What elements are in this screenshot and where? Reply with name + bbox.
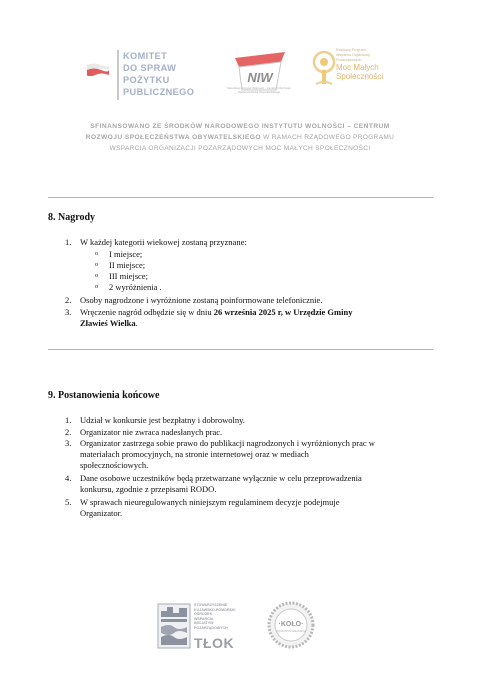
list-item-text: Udział w konkursie jest bezpłatny i dobrowolny. [80, 415, 245, 425]
komitet-divider [117, 50, 119, 100]
komitet-wordmark [123, 50, 213, 98]
tlok-logo [157, 603, 237, 651]
komitet-logo [84, 50, 204, 100]
list-number: 4. [65, 473, 72, 483]
award-date: 26 września 2025 r, w Urzędzie Gminy [213, 307, 353, 317]
funding-line-regular: W RAMACH RZĄDOWEGO PROGRAMU [263, 134, 395, 141]
award-text: Wręczenie nagród odbędzie się w dniu [80, 307, 214, 317]
list-item-text [80, 307, 352, 318]
tlok-line: OŚRODEK [194, 612, 213, 617]
section-divider [48, 349, 433, 350]
komitet-word: DO SPRAW [123, 63, 177, 73]
tlok-wordmark: TŁOK [194, 635, 235, 651]
funding-line-bold: ROZWOJU SPOŁECZEŃSTWA OBYWATELSKIEGO [85, 134, 261, 141]
list-item-text: konkursu, zgodnie z przepisami RODO. [80, 484, 217, 494]
sub-list-item: I miejsce; [109, 249, 143, 259]
tlok-emblem-icon [157, 603, 191, 649]
tlok-line: INICJATYW [194, 621, 214, 626]
mms-small-line: Rządowy Program [336, 48, 366, 52]
mms-small-line: Wsparcia Organizacji [336, 53, 370, 57]
komitet-word: PUBLICZNEGO [123, 87, 195, 97]
mms-small-line: Pozarządowych [336, 58, 362, 62]
list-number: 3. [65, 438, 72, 448]
komitet-word: KOMITET [123, 51, 168, 61]
bullet-icon: o [95, 251, 98, 257]
list-item-text: Organizator zastrzega sobie prawo do publikacji nagrodzonych i wyróżnionych prac w [80, 438, 375, 448]
list-item-text: społecznościowych. [80, 460, 149, 470]
section-9-title: 9. Postanowienia końcowe [48, 390, 160, 401]
tlok-line: STOWARZYSZENIE [194, 603, 228, 607]
list-number: 5. [65, 497, 72, 507]
mms-wordmark [336, 48, 392, 81]
section-8-title: 8. Nagrody [48, 212, 96, 223]
mms-big-line: Moc Małych [336, 63, 379, 72]
funding-line: WSPARCIA ORGANIZACJI POZARZĄDOWYCH MOC MAŁYCH SPOŁECZNOŚCI [109, 145, 371, 152]
kolo-gospodyn-logo [267, 601, 315, 649]
list-number: 3. [65, 307, 72, 317]
list-number: 1. [65, 237, 72, 247]
list-number: 1. [65, 415, 72, 425]
niw-caption: Narodowy Instytut Wolności · Centrum Rozwoju Społeczeństwa Obywatelskiego [227, 86, 291, 94]
list-item-text: materiałach promocyjnych, na stronie internetowej oraz w mediach [80, 449, 309, 459]
komitet-word: POŻYTKU [123, 75, 170, 85]
kolo-subtext: GOSPODYŃ WIEJSKICH [276, 630, 306, 633]
list-item-text: Osoby nagrodzone i wyróżnione zostaną poinformowane telefonicznie. [80, 295, 323, 305]
list-item-text: Organizator nie zwraca nadesłanych prac. [80, 427, 223, 437]
tlok-line: POZARZĄDOWYCH [194, 625, 228, 630]
funding-statement [40, 121, 440, 154]
award-period: . [135, 318, 138, 328]
polish-flag-icon [86, 62, 110, 76]
list-item-text: W sprawach nieuregulowanych niniejszym regulaminem decyzje podejmuje [80, 497, 340, 507]
funding-line-2 [40, 132, 440, 143]
list-item-text: Organizator. [80, 508, 123, 518]
award-place: Zławieś Wielka [80, 318, 136, 328]
niw-text: NIW [247, 70, 273, 85]
moc-malych-spolecznosci-logo [312, 48, 382, 98]
list-item-text: Dane osobowe uczestników będą przetwarzane wyłącznie w celu przeprowadzenia [80, 473, 362, 483]
sub-list-item: III miejsce; [109, 271, 148, 281]
funding-line: SFINANSOWANO ZE ŚRODKÓW NARODOWEGO INSTYTUTU WOLNOŚCI – CENTRUM [90, 123, 390, 130]
mms-big-line: Społeczności [336, 72, 384, 81]
bullet-icon: o [95, 273, 98, 279]
list-item-text [80, 318, 138, 329]
list-number: 2. [65, 295, 72, 305]
bullet-icon: o [95, 284, 98, 290]
sub-list-item: 2 wyróżnienia . [109, 282, 162, 292]
tlok-line: KUJAWSKO-POMORSKI [194, 607, 236, 612]
list-item-text: W każdej kategorii wiekowej zostaną przyznane: [80, 237, 247, 247]
tlok-line: WSPARCIA [194, 616, 214, 621]
kolo-text: ·KOŁO· [278, 621, 304, 628]
section-divider [48, 197, 433, 198]
list-number: 2. [65, 427, 72, 437]
tlok-small-text [194, 603, 242, 631]
mms-emblem-icon [312, 50, 336, 90]
sub-list-item: II miejsce; [109, 260, 146, 270]
bullet-icon: o [95, 262, 98, 268]
